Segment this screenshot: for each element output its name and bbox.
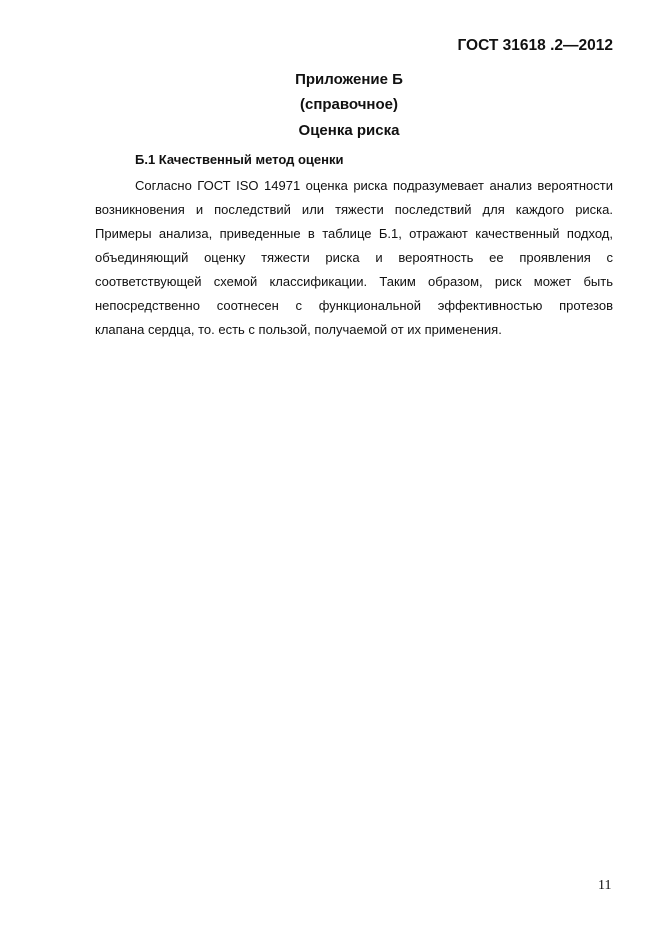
appendix-heading: Оценка риска <box>298 122 400 139</box>
paragraph-line: соответствующей схемой классификации. Таким образом, риск может быть <box>95 274 613 289</box>
appendix-title: Приложение Б <box>295 71 403 88</box>
paragraph-line: Согласно ГОСТ ISO 14971 оценка риска подразумевает анализ вероятности <box>135 178 613 193</box>
body-paragraph <box>95 176 613 344</box>
paragraph-line: клапана сердца, то. есть с пользой, получаемой от их применения. <box>95 322 502 337</box>
paragraph-line: возникновения и последствий или тяжести последствий для каждого риска. <box>95 202 613 217</box>
section-heading: Б.1 Качественный метод оценки <box>135 152 344 167</box>
page-number: 11 <box>598 878 612 893</box>
paragraph-line: объединяющий оценку тяжести риска и вероятность ее проявления с <box>95 250 613 265</box>
paragraph-line: непосредственно соотнесен с функциональной эффективностью протезов <box>95 298 613 313</box>
paragraph-line: Примеры анализа, приведенные в таблице Б.1, отражают качественный подход, <box>95 226 613 241</box>
document-number: ГОСТ 31618 .2—2012 <box>457 37 613 54</box>
appendix-subtitle: (справочное) <box>300 96 398 113</box>
